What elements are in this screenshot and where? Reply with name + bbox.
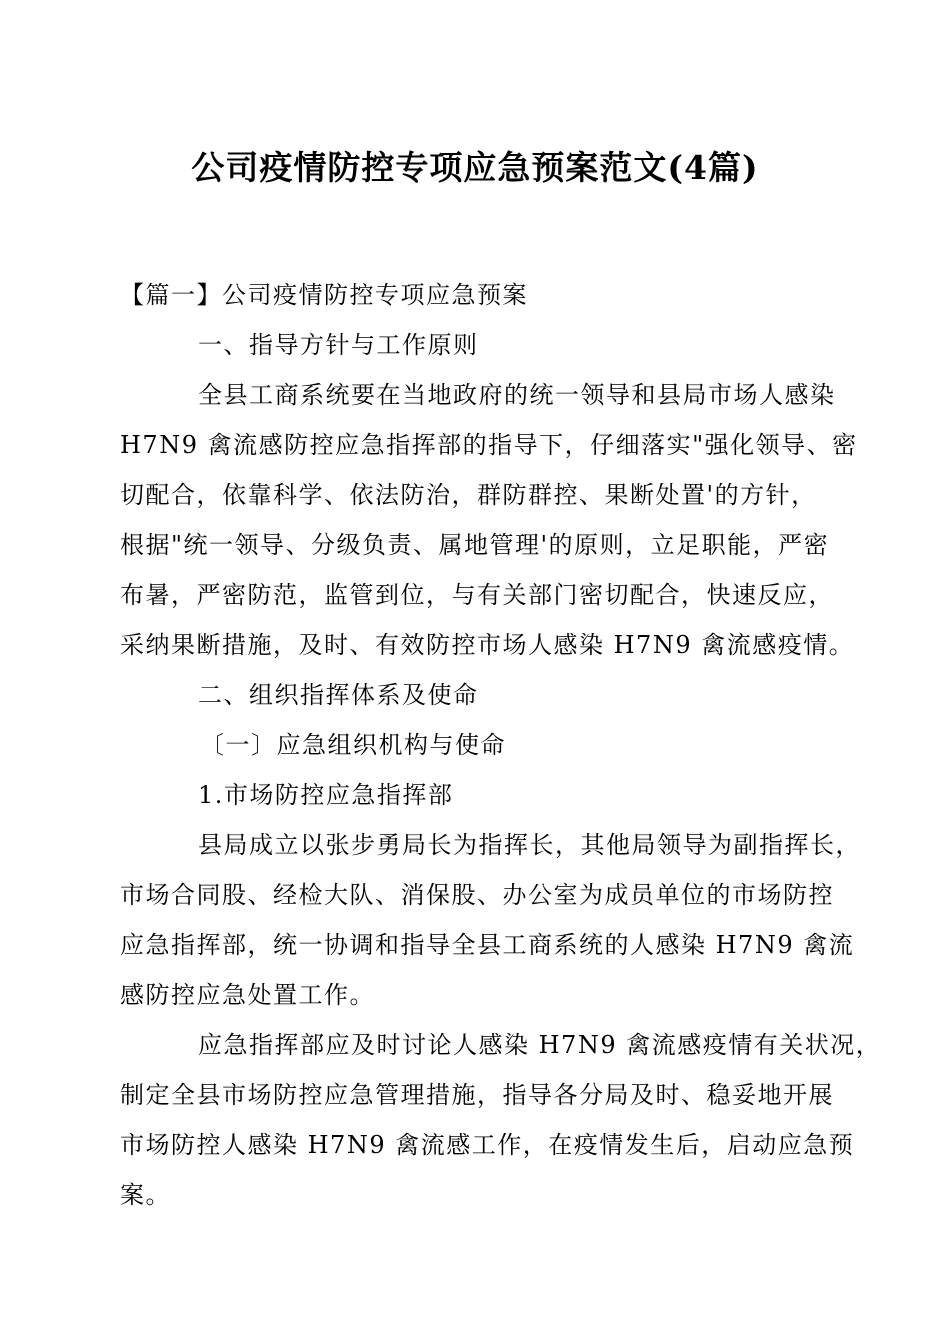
section-heading: 【篇一】公司疫情防控专项应急预案 — [120, 281, 528, 309]
paragraph-line: H7N9 禽流感防控应急指挥部的指导下，仔细落实"强化领导、密 — [120, 431, 858, 459]
paragraph-line: 制定全县市场防控应急管理措施，指导各分局及时、稳妥地开展 — [120, 1081, 834, 1109]
paragraph-line: 布暑，严密防范，监管到位，与有关部门密切配合，快速反应， — [120, 581, 834, 609]
paragraph-line: 应急指挥部，统一协调和指导全县工商系统的人感染 H7N9 禽流 — [120, 931, 855, 959]
subsection-heading: 一、指导方针与工作原则 — [198, 331, 479, 359]
paragraph-line: 全县工商系统要在当地政府的统一领导和县局市场人感染 — [198, 381, 836, 409]
paragraph-line: 切配合，依靠科学、依法防治，群防群控、果断处置'的方针， — [120, 481, 817, 509]
subsection-heading: 二、组织指挥体系及使命 — [198, 681, 479, 709]
document-title: 公司疫情防控专项应急预案范文(4篇) — [191, 148, 759, 187]
document-body — [120, 270, 882, 1220]
subsection-heading: 〔一〕应急组织机构与使命 — [200, 731, 506, 759]
paragraph-line: 根据"统一领导、分级负责、属地管理'的原则，立足职能，严密 — [120, 531, 830, 559]
paragraph-line: 市场合同股、经检大队、消保股、办公室为成员单位的市场防控 — [120, 881, 834, 909]
paragraph-line: 感防控应急处置工作。 — [120, 981, 375, 1009]
item-heading: 1.市场防控应急指挥部 — [198, 781, 454, 809]
paragraph-line: 应急指挥部应及时讨论人感染 H7N9 禽流感疫情有关状况， — [198, 1031, 882, 1059]
paragraph-line: 市场防控人感染 H7N9 禽流感工作，在疫情发生后，启动应急预 — [120, 1131, 855, 1159]
paragraph-line: 县局成立以张步勇局长为指挥长，其他局领导为副指挥长， — [198, 831, 861, 859]
paragraph-line: 采纳果断措施，及时、有效防控市场人感染 H7N9 禽流感疫情。 — [120, 631, 855, 659]
paragraph-line: 案。 — [120, 1181, 171, 1209]
